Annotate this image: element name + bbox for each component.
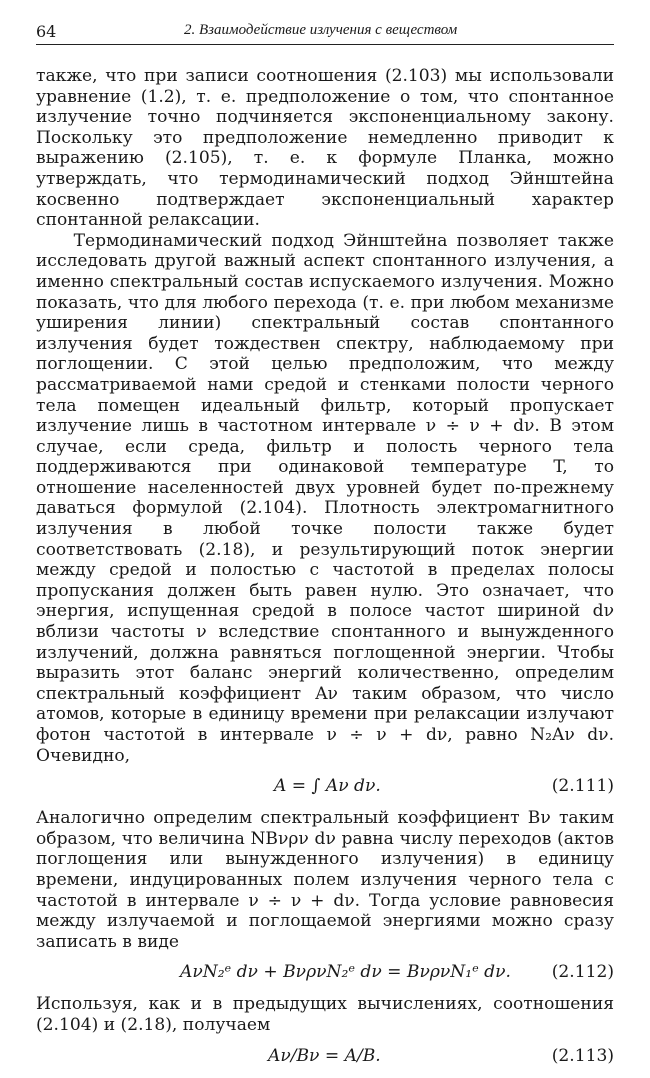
paragraph-3: Аналогично определим спектральный коэффициент Bν таким образом, что величина NBνρν dν равна числу переходов (актов поглощения или вынужденного излучения) в единицу времени, индуцированных полем излучения черного тела с частотой в интервале ν ÷ ν + dν. Тогда условие равновесия между излучаемой и поглощаемой энергиями можно сразу записать в виде — [36, 808, 614, 952]
page-body — [36, 66, 614, 1078]
equation-2-111 — [36, 770, 614, 802]
paragraph-4: Используя, как и в предыдущих вычислениях, соотношения (2.104) и (2.18), получаем — [36, 994, 614, 1035]
paragraph-2: Термодинамический подход Эйнштейна позволяет также исследовать другой важный аспект спонтанного излучения, а именно спектральный состав испускаемого излучения. Можно показать, что для любого перехода (т. е. при любом механизме уширения линии) спектральный состав спонтанного излучения будет тождествен спектру, наблюдаемому при поглощении. С этой целью предположим, что между рассматриваемой нами средой и стенками полости черного тела помещен идеальный фильтр, который пропускает излучение лишь в частотном интервале ν ÷ ν + dν. В этом случае, если среда, фильтр и полость черного тела поддерживаются при одинаковой температуре T, то отношение населенностей двух уровней будет по-прежнему даваться формулой (2.104). Плотность электромагнитного излучения в любой точке полости также будет соответствовать (2.18), и результирующий поток энергии между средой и полостью с частотой в пределах полосы пропускания должен быть равен нулю. Это означает, что энергия, испущенная средой в полосе частот шириной dν вблизи частоты ν вследствие спонтанного и вынужденного излучений, должна равняться поглощенной энергии. Чтобы выразить этот баланс энергий количественно, определим спектральный коэффициент Aν таким образом, что число атомов, которые в единицу времени при релаксации излучают фотон частотой в интервале ν ÷ ν + dν, равно N₂Aν dν. Очевидно, — [36, 230, 614, 766]
page-number: 64 — [36, 22, 57, 41]
equation-number: (2.113) — [551, 1045, 614, 1066]
equation-formula: AνN₂ᵉ dν + BνρνN₂ᵉ dν = BνρνN₁ᵉ dν. — [180, 962, 511, 983]
paragraph-1: также, что при записи соотношения (2.103) мы использовали уравнение (1.2), т. е. предположение о том, что спонтанное излучение точно подчиняется экспоненциальному закону. Поскольку это предположение немедленно приводит к выражению (2.105), т. е. к формуле Планка, можно утверждать, что термодинамический подход Эйнштейна косвенно подтверждает экспоненциальный характер спонтанной релаксации. — [36, 66, 614, 231]
equation-number: (2.112) — [551, 962, 614, 983]
equation-number: (2.111) — [551, 776, 614, 797]
equation-formula: Aν/Bν = A/B. — [268, 1045, 381, 1066]
equation-2-113 — [36, 1040, 614, 1072]
running-title: 2. Взаимодействие излучения с веществом — [184, 22, 458, 38]
equation-formula: A = ∫ Aν dν. — [274, 776, 381, 797]
equation-2-112 — [36, 956, 614, 988]
page-header — [36, 14, 614, 45]
